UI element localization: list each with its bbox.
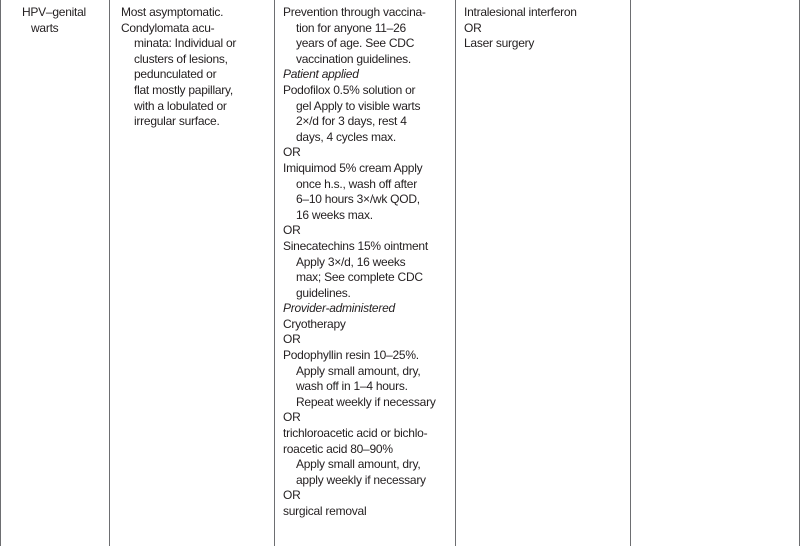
presentation-line: irregular surface. bbox=[134, 114, 220, 129]
presentation-line: pedunculated or bbox=[134, 67, 217, 82]
condition-line: HPV–genital bbox=[22, 5, 86, 19]
treatment-line: wash off in 1–4 hours. bbox=[296, 379, 408, 394]
treatment-line: OR bbox=[283, 410, 301, 425]
treatment-line: 16 weeks max. bbox=[296, 207, 373, 222]
treatment-line: apply weekly if necessary bbox=[296, 472, 426, 487]
alternative-line: Laser surgery bbox=[464, 36, 535, 51]
treatment-subheading: Patient applied bbox=[283, 67, 359, 82]
column-divider bbox=[0, 0, 1, 546]
treatment-line: Cryotherapy bbox=[283, 316, 346, 331]
treatment-line: tion for anyone 11–26 bbox=[296, 20, 406, 35]
treatment-subheading: Provider-administered bbox=[283, 301, 395, 316]
treatment-line: OR bbox=[283, 223, 301, 238]
treatment-line: Prevention through vaccina- bbox=[283, 5, 426, 19]
treatment-line: 2×/d for 3 days, rest 4 bbox=[296, 114, 407, 129]
treatment-line: Podofilox 0.5% solution or bbox=[283, 82, 416, 97]
alternative-cell bbox=[464, 5, 624, 52]
presentation-line: with a lobulated or bbox=[134, 98, 227, 113]
treatment-line: Apply small amount, dry, bbox=[296, 457, 421, 472]
treatment-line: Podophyllin resin 10–25%. bbox=[283, 348, 419, 363]
treatment-line: roacetic acid 80–90% bbox=[283, 441, 393, 456]
presentation-line: flat mostly papillary, bbox=[134, 82, 233, 97]
treatment-line: once h.s., wash off after bbox=[296, 176, 417, 191]
treatment-line: years of age. See CDC bbox=[296, 36, 415, 51]
treatment-line: Imiquimod 5% cream Apply bbox=[283, 160, 423, 175]
treatment-line: guidelines. bbox=[296, 285, 351, 300]
alternative-line: OR bbox=[464, 20, 482, 35]
presentation-line: Condylomata acu- bbox=[121, 20, 215, 35]
column-divider bbox=[274, 0, 275, 546]
treatment-line: Repeat weekly if necessary bbox=[296, 394, 436, 409]
treatment-line: Sinecatechins 15% ointment bbox=[283, 238, 428, 253]
treatment-line: Apply 3×/d, 16 weeks bbox=[296, 254, 406, 269]
treatment-line: 6–10 hours 3×/wk QOD, bbox=[296, 192, 420, 207]
treatment-line: OR bbox=[283, 145, 301, 160]
treatment-line: vaccination guidelines. bbox=[296, 51, 411, 66]
treatment-line: OR bbox=[283, 332, 301, 347]
treatment-line: trichloroacetic acid or bichlo- bbox=[283, 426, 428, 441]
alternative-line: Intralesional interferon bbox=[464, 5, 577, 19]
presentation-line: clusters of lesions, bbox=[134, 51, 228, 66]
treatment-cell bbox=[283, 5, 453, 520]
treatment-line: surgical removal bbox=[283, 504, 367, 518]
presentation-line: Most asymptomatic. bbox=[121, 5, 224, 19]
presentation-line: minata: Individual or bbox=[134, 36, 237, 51]
presentation-cell bbox=[121, 5, 261, 130]
treatment-line: gel Apply to visible warts bbox=[296, 98, 421, 113]
condition-line: warts bbox=[31, 20, 59, 35]
treatment-line: days, 4 cycles max. bbox=[296, 129, 396, 144]
treatment-line: max; See complete CDC bbox=[296, 270, 423, 285]
column-divider bbox=[109, 0, 110, 546]
condition-cell bbox=[22, 5, 102, 36]
treatment-line: OR bbox=[283, 488, 301, 503]
column-divider bbox=[455, 0, 456, 546]
column-divider bbox=[630, 0, 631, 546]
treatment-line: Apply small amount, dry, bbox=[296, 363, 421, 378]
